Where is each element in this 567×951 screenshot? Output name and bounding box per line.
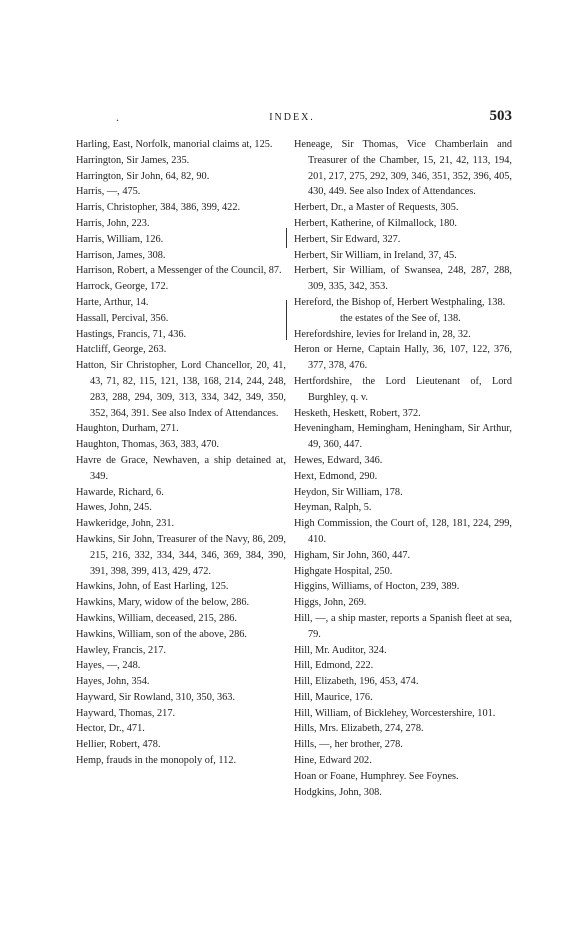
index-entry: Hastings, Francis, 71, 436. — [76, 328, 187, 340]
index-entry: Higham, Sir John, 360, 447. — [294, 549, 411, 561]
index-entry: Hereford, the Bishop of, Herbert Westphaling, 138. — [294, 296, 506, 308]
index-entry: Hatcliff, George, 263. — [76, 344, 167, 356]
index-entry: Harte, Arthur, 14. — [76, 296, 149, 308]
index-entry: Herbert, Katherine, of Kilmallock, 180. — [294, 217, 457, 229]
column-rule — [286, 300, 287, 340]
index-entry: Harrington, Sir James, 235. — [76, 154, 190, 166]
index-entry: Heveningham, Hemingham, Heningham, Sir Arthur, 49, 360, 447. — [294, 423, 512, 451]
index-entry: Hassall, Percival, 356. — [76, 312, 169, 324]
running-title: INDEX. — [269, 112, 315, 123]
index-entry: Hodgkins, John, 308. — [294, 786, 382, 798]
index-entry: Hawkeridge, John, 231. — [76, 518, 175, 530]
index-entry: Harrington, Sir John, 64, 82, 90. — [76, 170, 210, 182]
index-entry: Hill, Mr. Auditor, 324. — [294, 644, 387, 656]
index-entry: Harrison, Robert, a Messenger of the Council, 87. — [76, 265, 282, 277]
index-entry: Heron or Herne, Captain Hally, 36, 107, 122, 376, 377, 378, 476. — [294, 344, 512, 372]
index-entry: Heneage, Sir Thomas, Vice Chamberlain and Treasurer of the Chamber, 15, 21, 42, 113, 194, 201, 217, 275, 292, 309, 346, 351, 352, 396, 405, 430, 449. See also Index of Attendances. — [294, 139, 512, 198]
index-entry: Hayward, Thomas, 217. — [76, 707, 176, 719]
index-entry: Harrock, George, 172. — [76, 281, 169, 293]
page-header — [72, 108, 512, 128]
index-entry: Hayes, —, 248. — [76, 660, 141, 672]
index-entry: Higgins, Williams, of Hocton, 239, 389. — [294, 581, 460, 593]
index-entry: Hine, Edward 202. — [294, 755, 372, 767]
index-entry: Hector, Dr., 471. — [76, 723, 145, 735]
index-entry: Hill, Maurice, 176. — [294, 691, 373, 703]
index-entry: Hill, William, of Bicklehey, Worcestershire, 101. — [294, 707, 496, 719]
index-entry: Hesketh, Heskett, Robert, 372. — [294, 407, 421, 419]
index-entry: Hayward, Sir Rowland, 310, 350, 363. — [76, 691, 236, 703]
index-entry: Heyman, Ralph, 5. — [294, 502, 372, 514]
index-entry: Heydon, Sir William, 178. — [294, 486, 403, 498]
index-column-left — [76, 137, 286, 769]
index-entry: Hawarde, Richard, 6. — [76, 486, 164, 498]
index-entry: Highgate Hospital, 250. — [294, 565, 393, 577]
index-entry: Harris, Christopher, 384, 386, 399, 422. — [76, 202, 241, 214]
index-entry: Herefordshire, levies for Ireland in, 28, 32. — [294, 328, 471, 340]
page-number: 503 — [489, 108, 512, 124]
index-entry: Herbert, Sir William, of Swansea, 248, 287, 288, 309, 335, 342, 353. — [294, 265, 512, 293]
index-entry: Herbert, Sir Edward, 327. — [294, 233, 401, 245]
header-dot: . — [116, 110, 119, 124]
index-entry: Hill, —, a ship master, reports a Spanish fleet at sea, 79. — [294, 612, 512, 640]
index-entry: Hill, Elizabeth, 196, 453, 474. — [294, 676, 419, 688]
index-column-right — [294, 137, 512, 800]
index-entry: Haughton, Durham, 271. — [76, 423, 179, 435]
index-entry: Hills, Mrs. Elizabeth, 274, 278. — [294, 723, 424, 735]
index-entry: Higgs, John, 269. — [294, 597, 367, 609]
index-entry: Harrison, James, 308. — [76, 249, 166, 261]
index-entry: Hawley, Francis, 217. — [76, 644, 166, 656]
index-entry: Herbert, Dr., a Master of Requests, 305. — [294, 202, 459, 214]
index-entry: Hawkins, Sir John, Treasurer of the Navy, 86, 209, 215, 216, 332, 334, 344, 346, 369, 384, 390, 391, 398, 399, 413, 429, 472. — [76, 533, 286, 577]
index-entry: Hawkins, Mary, widow of the below, 286. — [76, 597, 250, 609]
index-entry: Hellier, Robert, 478. — [76, 739, 161, 751]
index-entry: Hoan or Foane, Humphrey. See Foynes. — [294, 770, 459, 782]
index-entry: Herbert, Sir William, in Ireland, 37, 45. — [294, 249, 457, 261]
index-entry: Harris, William, 126. — [76, 233, 164, 245]
index-entry: Hill, Edmond, 222. — [294, 660, 374, 672]
index-entry: Harling, East, Norfolk, manorial claims at, 125. — [76, 139, 273, 150]
index-entry: Hawes, John, 245. — [76, 502, 152, 514]
index-entry: Hatton, Sir Christopher, Lord Chancellor, 20, 41, 43, 71, 82, 115, 121, 138, 168, 214, 244, 248, 283, 288, 294, 309, 313, 334, 342, 349, 350, 352, 364, 391. See also Index of Attendances. — [76, 360, 286, 419]
index-subentry: the estates of the See of, 138. — [340, 312, 461, 324]
index-entry: High Commission, the Court of, 128, 181, 224, 299, 410. — [294, 518, 512, 545]
index-entry: Hawkins, William, son of the above, 286. — [76, 628, 247, 640]
column-rule — [286, 228, 287, 248]
index-entry: Hewes, Edward, 346. — [294, 454, 383, 466]
index-entry: Hayes, John, 354. — [76, 676, 150, 688]
index-entry: Harris, John, 223. — [76, 217, 150, 229]
index-entry: Harris, —, 475. — [76, 186, 141, 198]
index-entry: Hertfordshire, the Lord Lieutenant of, Lord Burghley, q. v. — [294, 375, 512, 403]
index-entry: Hemp, frauds in the monopoly of, 112. — [76, 755, 237, 767]
index-entry: Havre de Grace, Newhaven, a ship detained at, 349. — [76, 454, 286, 482]
index-entry: Haughton, Thomas, 363, 383, 470. — [76, 439, 220, 451]
index-entry: Hawkins, John, of East Harling, 125. — [76, 581, 229, 593]
index-entry: Hawkins, William, deceased, 215, 286. — [76, 612, 237, 624]
index-entry: Hills, —, her brother, 278. — [294, 739, 403, 751]
index-entry: Hext, Edmond, 290. — [294, 470, 378, 482]
